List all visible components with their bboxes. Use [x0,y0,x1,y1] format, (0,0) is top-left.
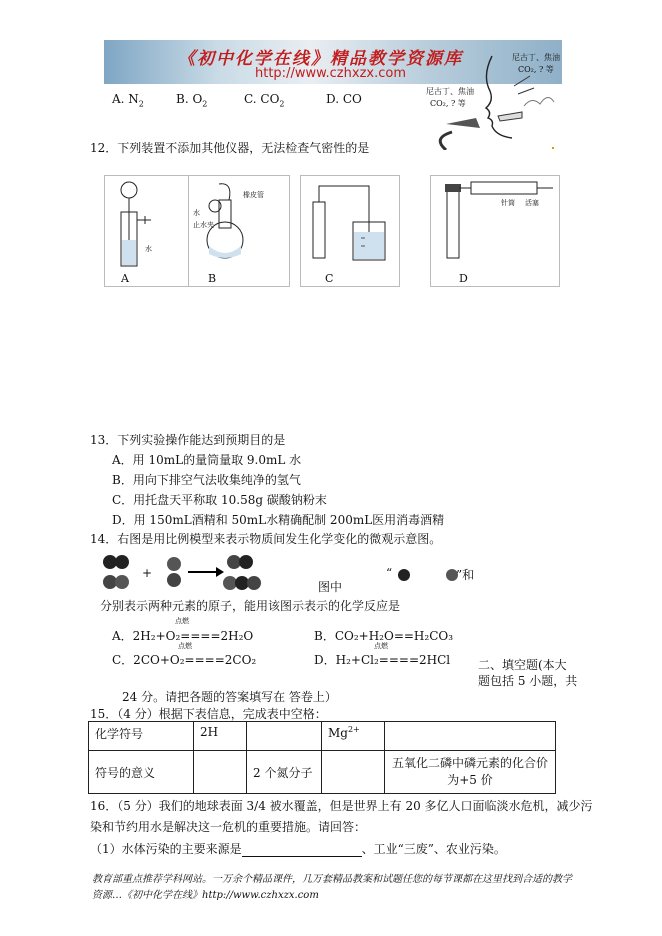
table-cell: 2 个氮分子 [247,751,322,794]
q11-option-d: D. CO [326,92,362,106]
answer-blank[interactable] [242,844,362,857]
q16-line3: （1）水体污染的主要来源是 、工业“三废”、农业污染。 [90,842,506,856]
q14-option-b: B．CO₂+H₂O==H₂CO₃ [314,629,454,643]
fig-b-clamp: 止水夹 [193,221,214,229]
table-cell: 五氧化二磷中磷元素的化合价 为+5 价 [385,751,556,794]
smoke-label-2: 尼古丁、焦油 [426,87,474,96]
q14-option-a: A．2H₂+O₂====2H₂O [112,629,254,643]
q16-line2: 染和节约用水是解决这一危机的重要措施。请回答： [90,820,367,834]
q14-option-c: C．2CO+O₂====2CO₂ [112,653,257,667]
table-cell[interactable] [194,751,247,794]
q12-stem: 12．下列装置不添加其他仪器，无法检查气密性的是 [90,141,370,155]
section2-line1: 二、填空题(本大 [478,658,567,672]
apparatus-c [300,175,400,287]
smoke-label-1: 尼古丁、焦油 [512,53,560,62]
table-cell: 化学符号 [89,722,194,751]
q13-option-d: D．用 150mL酒精和 50mL水精确配制 200mL医用消毒酒精 [112,513,445,527]
q13-option-c: C．用托盘天平称取 10.58g 碳酸钠粉末 [112,493,327,507]
apparatus-d [430,175,560,287]
fig-d-piston: 活塞 [525,199,539,207]
q11-option-a: A. $N_2$ [112,92,144,109]
smoke-label-2b: CO₂, ? 等 [430,99,466,108]
apparatus-b [188,175,290,287]
q13-stem: 13．下列实验操作能达到预期目的是 [90,433,286,447]
q16-line1: 16．（5 分）我们的地球表面 3/4 被水覆盖，但是世界上有 20 多亿人口面临淡水危机，减少污 [90,799,593,813]
q15-stem: 15．（4 分）根据下表信息，完成表中空格： [90,707,327,721]
reaction-model [100,552,343,594]
cond-c: 点燃 [178,642,192,650]
label-a: A [121,272,129,285]
table-row [89,722,556,751]
quote-close: ”和 [456,568,475,582]
table-cell: 符号的意义 [89,751,194,794]
apparatus-a [104,175,190,287]
q11-option-b: B. $O_2$ [176,92,208,109]
footer-line2: 资源…《初中化学在线》http://www.czhxzx.com [92,890,319,901]
header-url[interactable]: http://www.czhxzx.com [255,66,406,81]
label-c: C [325,272,334,285]
q11-option-c: C. $CO_2$ [244,92,285,109]
q14-line2: 分别表示两种元素的原子，能用该图示表示的化学反应是 [100,599,401,613]
fig-a-water: 水 [145,245,152,253]
fig-b-tube: 橡皮管 [243,191,264,199]
label-b: B [208,272,217,285]
q14-stem: 14．右图是用比例模型来表示物质间发生化学变化的微观示意图。 [90,532,442,546]
q14-option-d: D．H₂+Cl₂====2HCl [314,653,451,667]
section2-line3: 24 分。请把各题的答案填写在 答卷上） [122,690,337,704]
smoking-figure [422,46,570,150]
q14-fig-label: 图中 [318,580,343,594]
cond-d: 点燃 [374,642,388,650]
table-cell: $Mg^{2+}$ [322,722,385,751]
header-title: 《初中化学在线》精品教学资源库 [178,49,463,69]
q13-option-a: A．用 10mL的量筒量取 9.0mL 水 [112,453,302,467]
quote-open: “ [386,566,393,580]
plus-sign: + [142,566,153,580]
q13-option-b: B．用向下排空气法收集纯净的氢气 [112,473,301,487]
table-cell[interactable] [322,751,385,794]
table-row [89,751,556,794]
atom-dark [398,569,410,581]
table-cell[interactable] [385,722,556,751]
table-cell: 2H [194,722,247,751]
table-cell[interactable] [247,722,322,751]
smoke-label-1b: CO₂, ? 等 [518,65,554,74]
label-d: D [459,272,468,285]
q15-table [88,721,556,794]
section2-line2: 题包括 5 小题，共 [478,674,578,688]
fig-b-water: 水 [193,209,200,217]
footer-line1: 教育部重点推荐学科网站。一万余个精品课件，几万套精品教案和试题任您的每节课都在这里找到合适的教学 [92,874,572,885]
fig-d-syringe: 针筒 [501,199,515,207]
cond-a: 点燃 [175,617,189,625]
dot-marker [552,147,554,149]
